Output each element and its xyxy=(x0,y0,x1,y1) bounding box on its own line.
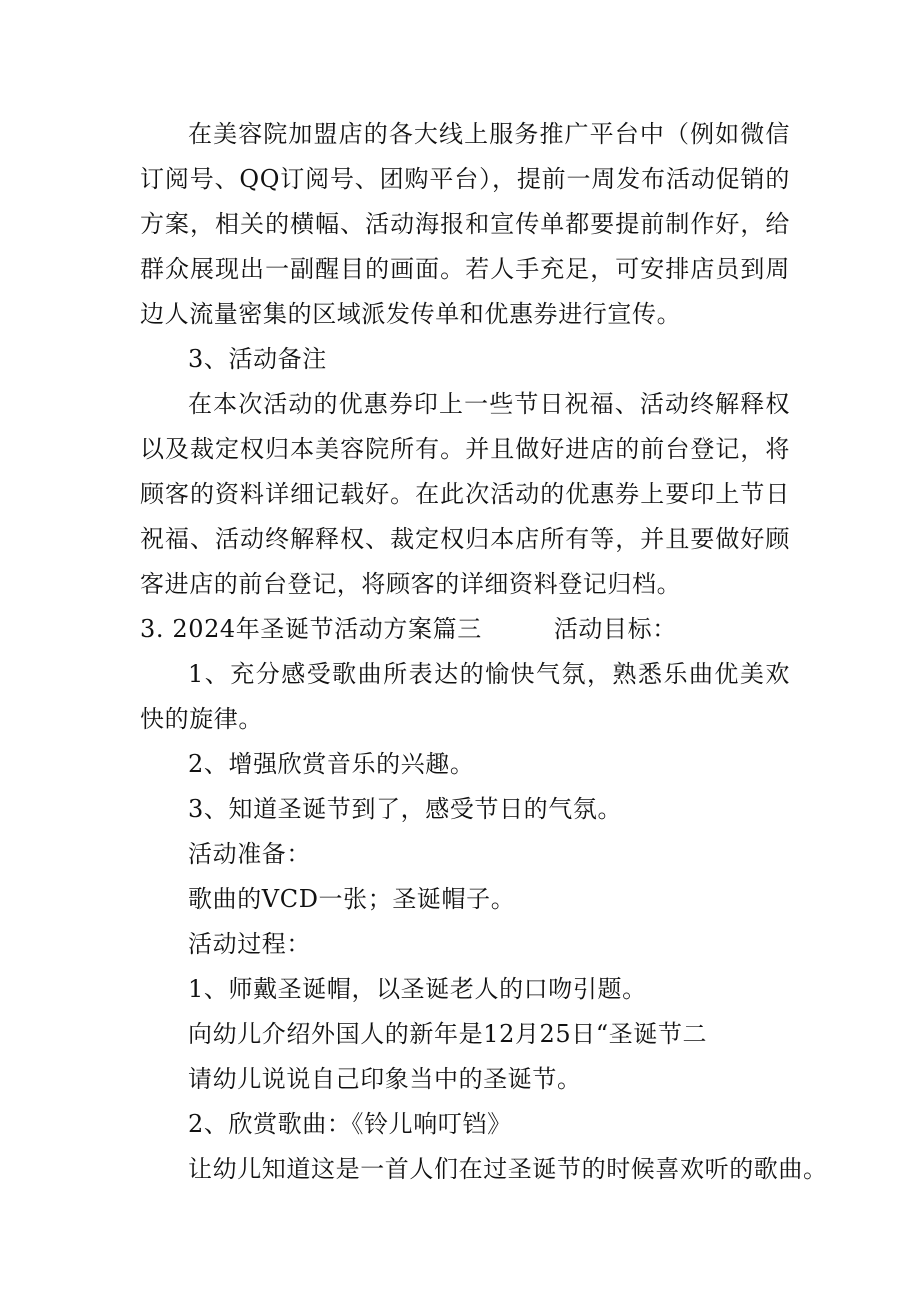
process-heading: 活动过程： xyxy=(188,930,311,958)
heading-activity-notes: 3、活动备注 xyxy=(188,345,327,373)
paragraph-promotion: 在美容院加盟店的各大线上服务推广平台中（例如微信订阅号、QQ订阅号、团购平台），提前一周发布活动促销的方案，相关的横幅、活动海报和宣传单都要提前制作好，给群众展现出一副醒目的画面。若人手充足，可安排店员到周边人流量密集的区域派发传单和优惠券进行宣传。 xyxy=(140,120,790,328)
preparation-heading: 活动准备： xyxy=(188,840,311,868)
goal-item-3: 3、知道圣诞节到了，感受节日的气氛。 xyxy=(188,795,623,823)
process-step-1-detail-a: 向幼儿介绍外国人的新年是12月25日“圣诞节二 xyxy=(188,1020,708,1048)
paragraph-notes: 在本次活动的优惠券印上一些节日祝福、活动终解释权以及裁定权归本美容院所有。并且做好进店的前台登记，将顾客的资料详细记载好。在此次活动的优惠券上要印上节日祝福、活动终解释权、裁定权归本店所有等，并且要做好顾客进店的前台登记，将顾客的详细资料登记归档。 xyxy=(140,390,790,598)
process-step-1: 1、师戴圣诞帽，以圣诞老人的口吻引题。 xyxy=(188,975,647,1003)
goal-item-2: 2、增强欣赏音乐的兴趣。 xyxy=(188,750,475,778)
section-title: 3. 2024年圣诞节活动方案篇三 xyxy=(140,615,482,643)
goal-item-1: 1、充分感受歌曲所表达的愉快气氛，熟悉乐曲优美欢快的旋律。 xyxy=(140,660,790,733)
section-heading xyxy=(140,607,677,652)
section-subtitle: 活动目标： xyxy=(553,615,677,643)
preparation-item: 歌曲的VCD一张；圣诞帽子。 xyxy=(188,885,516,913)
process-step-1-detail-b: 请幼儿说说自己印象当中的圣诞节。 xyxy=(188,1065,582,1093)
process-step-2-detail: 让幼儿知道这是一首人们在过圣诞节的时候喜欢听的歌曲。 xyxy=(188,1155,828,1183)
process-step-2: 2、欣赏歌曲：《铃儿响叮铛》 xyxy=(188,1110,512,1138)
